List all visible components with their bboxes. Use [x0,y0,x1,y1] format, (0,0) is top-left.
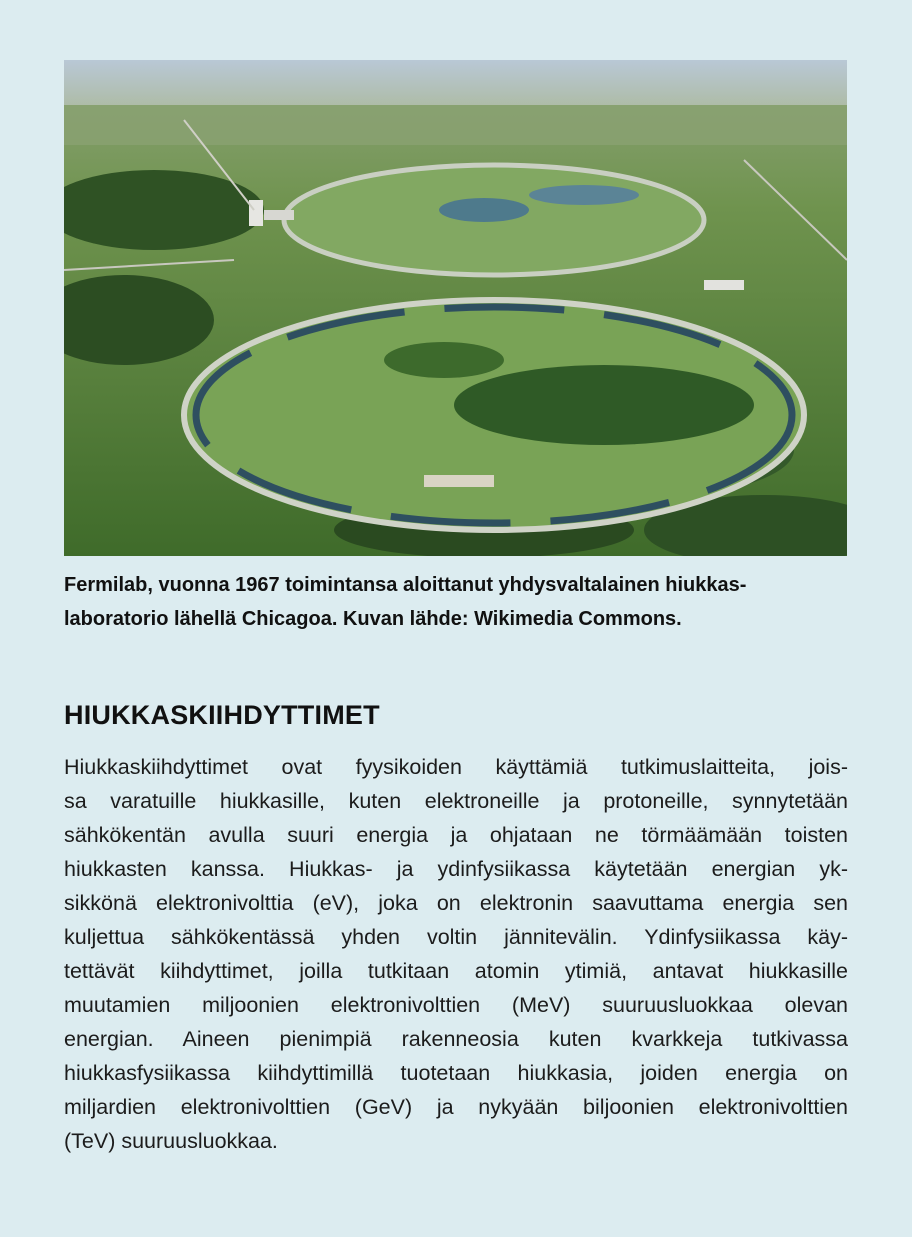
body-line: Hiukkaskiihdyttimet ovat fyysikoiden käyttämiä tutkimuslaitteita, jois- [64,755,848,779]
body-line: kuljettua sähkökentässä yhden voltin jännitevälin. Ydinfysiikassa käy- [64,925,848,949]
body-line: hiukkasfysiikassa kiihdyttimillä tuotetaan hiukkasia, joiden energia on [64,1061,848,1085]
caption-line: laboratorio lähellä Chicagoa. Kuvan lähde: Wikimedia Commons. [64,608,682,630]
article-heading: HIUKKASKIIHDYTTIMET [64,700,380,730]
fermilab-aerial-photo [64,60,847,556]
aerial-photo-illustration [64,60,847,556]
caption-line: Fermilab, vuonna 1967 toimintansa aloittanut yhdysvaltalainen hiukkas- [64,574,747,596]
body-line: muutamien miljoonien elektronivolttien (MeV) suuruusluokkaa olevan [64,993,848,1017]
photo-caption [64,568,848,636]
article-body [64,750,848,1158]
body-line: (TeV) suuruusluokkaa. [64,1129,278,1153]
body-line: sa varatuille hiukkasille, kuten elektroneille ja protoneille, synnytetään [64,789,848,813]
body-line: miljardien elektronivolttien (GeV) ja nykyään biljoonien elektronivolttien [64,1095,848,1119]
body-line: hiukkasten kanssa. Hiukkas- ja ydinfysiikassa käytetään energian yk- [64,857,848,881]
body-line: energian. Aineen pienimpiä rakenneosia kuten kvarkkeja tutkivassa [64,1027,848,1051]
body-line: tettävät kiihdyttimet, joilla tutkitaan atomin ytimiä, antavat hiukkasille [64,959,848,983]
body-line: sikkönä elektronivolttia (eV), joka on elektronin saavuttama energia sen [64,891,848,915]
body-line: sähkökentän avulla suuri energia ja ohjataan ne törmäämään toisten [64,823,848,847]
